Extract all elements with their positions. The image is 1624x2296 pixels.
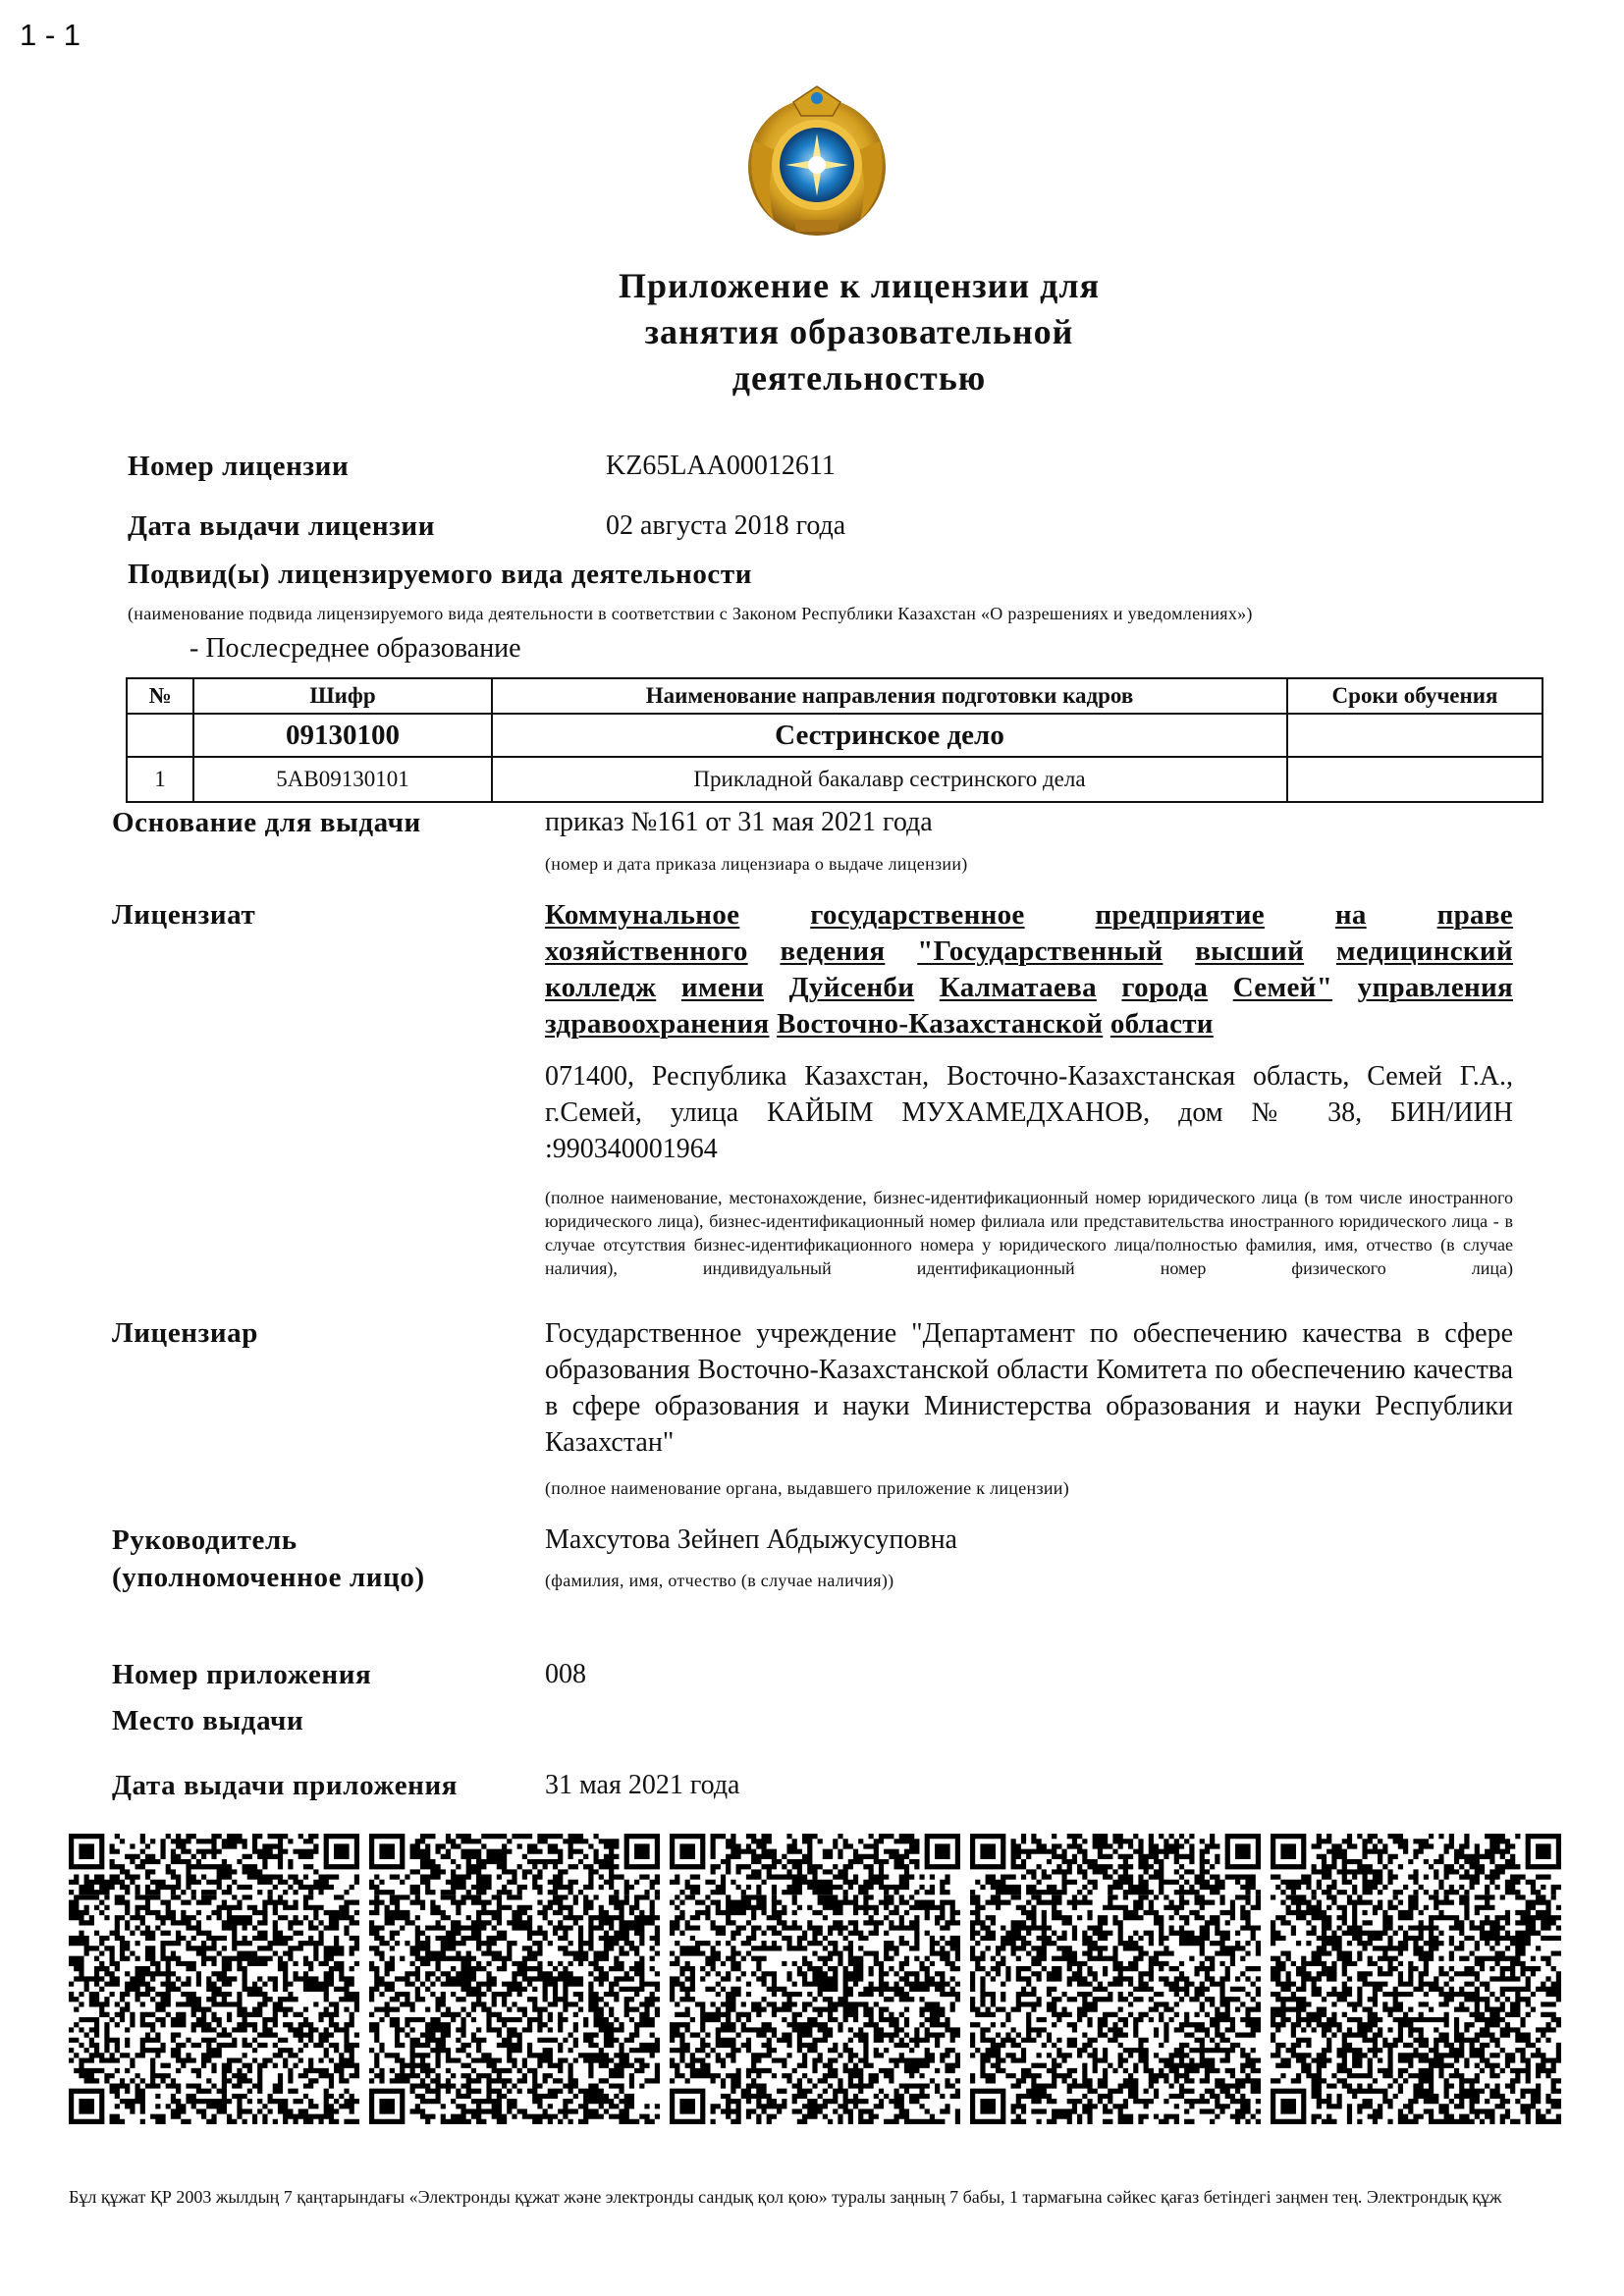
qr-code-modules xyxy=(1271,1834,1561,2124)
qr-code-modules xyxy=(670,1834,960,2124)
title-line: занятия образовательной xyxy=(644,312,1074,351)
row-term xyxy=(1287,757,1543,802)
row-name: Прикладной бакалавр сестринского дела xyxy=(492,757,1287,802)
licensor-note: (полное наименование органа, выдавшего приложение к лицензии) xyxy=(545,1478,1070,1498)
basis-note: (номер и дата приказа лицензиара о выдаче лицензии) xyxy=(545,854,968,874)
qr-code-icon xyxy=(369,1834,660,2124)
licensor-label: Лицензиар xyxy=(112,1317,258,1349)
license-date-value: 02 августа 2018 года xyxy=(606,510,846,541)
license-number-label: Номер лицензии xyxy=(128,451,350,482)
qr-code-modules xyxy=(69,1834,359,2124)
licensee-name xyxy=(545,897,1513,1042)
subtype-note: (наименование подвида лицензируемого вида деятельности в соответствии с Законом Республики Казахстан «О разрешениях и уведомлениях») xyxy=(128,604,1253,623)
head-label: Руководитель xyxy=(112,1524,298,1556)
qr-code-modules xyxy=(970,1834,1261,2124)
footer-legal-text: Бұл құжат ҚР 2003 жылдың 7 қаңтарындағы «Электронды құжат және электронды сандық қол қою» туралы заңның 7 бабы, 1 тармағына сәйкес қағаз бетіндегі заңмен тең. Электрондық құж xyxy=(69,2187,1502,2207)
licensee-note: (полное наименование, местонахождение, бизнес-идентификационный номер юридического лица (в том числе иностранного юридического лица), бизнес-идентификационный номер филиала или представительства иностранного юридического лица - в случае отсутствия бизнес-идентификационного номера у юридического лица/полностью фамилия, имя, отчество (в случае наличия), индивидуальный идентификационный номер физического лица) xyxy=(545,1188,1513,1278)
title-line: Приложение к лицензии для xyxy=(618,266,1101,305)
licensee-name-line: здравоохранения Восточно-Казахстанской области xyxy=(545,1008,1214,1040)
table-header-code: Шифр xyxy=(193,678,492,714)
table-header-term: Сроки обучения xyxy=(1287,678,1543,714)
table-row xyxy=(127,757,1543,802)
qr-code-icon xyxy=(69,1834,359,2124)
appendix-date-label: Дата выдачи приложения xyxy=(112,1770,459,1801)
table-group-row xyxy=(127,714,1543,757)
licensee-address: 071400, Республика Казахстан, Восточно-Казахстанская область, Семей Г.А., г.Семей, улица КАЙЫМ МУХАМЕДХАНОВ, дом № 38, БИН/ИИН :990340001964 xyxy=(545,1061,1513,1164)
licensee-label: Лицензиат xyxy=(112,899,256,931)
table-header-row xyxy=(127,678,1543,714)
basis-label: Основание для выдачи xyxy=(112,807,421,838)
appendix-date-value: 31 мая 2021 года xyxy=(545,1770,740,1800)
row-num: 1 xyxy=(127,757,193,802)
qr-code-modules xyxy=(369,1834,660,2124)
head-label-sub: (уполномоченное лицо) xyxy=(112,1562,425,1593)
basis-value: приказ №161 от 31 мая 2021 года xyxy=(545,807,933,837)
license-date-label: Дата выдачи лицензии xyxy=(128,510,436,542)
licensee-name-line: хозяйственного ведения "Государственный высший медицинский xyxy=(545,935,1513,967)
licensee-name-line: Коммунальное государственное предприятие на праве xyxy=(545,899,1513,931)
licensor-value: Государственное учреждение "Департамент по обеспечению качества в сфере образования Восточно-Казахстанской области Комитета по обеспечению качества в сфере образования и науки Министерства образования и науки Республики Казахстан" xyxy=(545,1318,1513,1458)
state-emblem-icon xyxy=(734,82,899,247)
table-cell xyxy=(1287,714,1543,757)
place-label: Место выдачи xyxy=(112,1705,304,1736)
qr-code-icon xyxy=(670,1834,960,2124)
table-cell xyxy=(127,714,193,757)
table-header-name: Наименование направления подготовки кадров xyxy=(492,678,1287,714)
appendix-number-value: 008 xyxy=(545,1659,586,1689)
programs-table xyxy=(126,677,1543,803)
row-code: 5AB09130101 xyxy=(193,757,492,802)
head-note: (фамилия, имя, отчество (в случае наличия)) xyxy=(545,1571,894,1590)
page-counter: 1 - 1 xyxy=(20,18,81,52)
subtype-label: Подвид(ы) лицензируемого вида деятельности xyxy=(128,559,753,590)
document-title xyxy=(511,263,1208,401)
table-header-num: № xyxy=(127,678,193,714)
group-code: 09130100 xyxy=(193,714,492,757)
qr-code-icon xyxy=(970,1834,1261,2124)
head-value: Махсутова Зейнеп Абдыжусуповна xyxy=(545,1524,957,1555)
subtype-value: - Послесреднее образование xyxy=(189,633,521,664)
license-number-value: KZ65LAA00012611 xyxy=(606,451,836,481)
group-name: Сестринское дело xyxy=(492,714,1287,757)
appendix-number-label: Номер приложения xyxy=(112,1659,372,1690)
licensee-name-line: колледж имени Дуйсенби Калматаева города Семей" управления xyxy=(545,972,1514,1003)
title-line: деятельностью xyxy=(731,358,987,398)
qr-code-icon xyxy=(1271,1834,1561,2124)
